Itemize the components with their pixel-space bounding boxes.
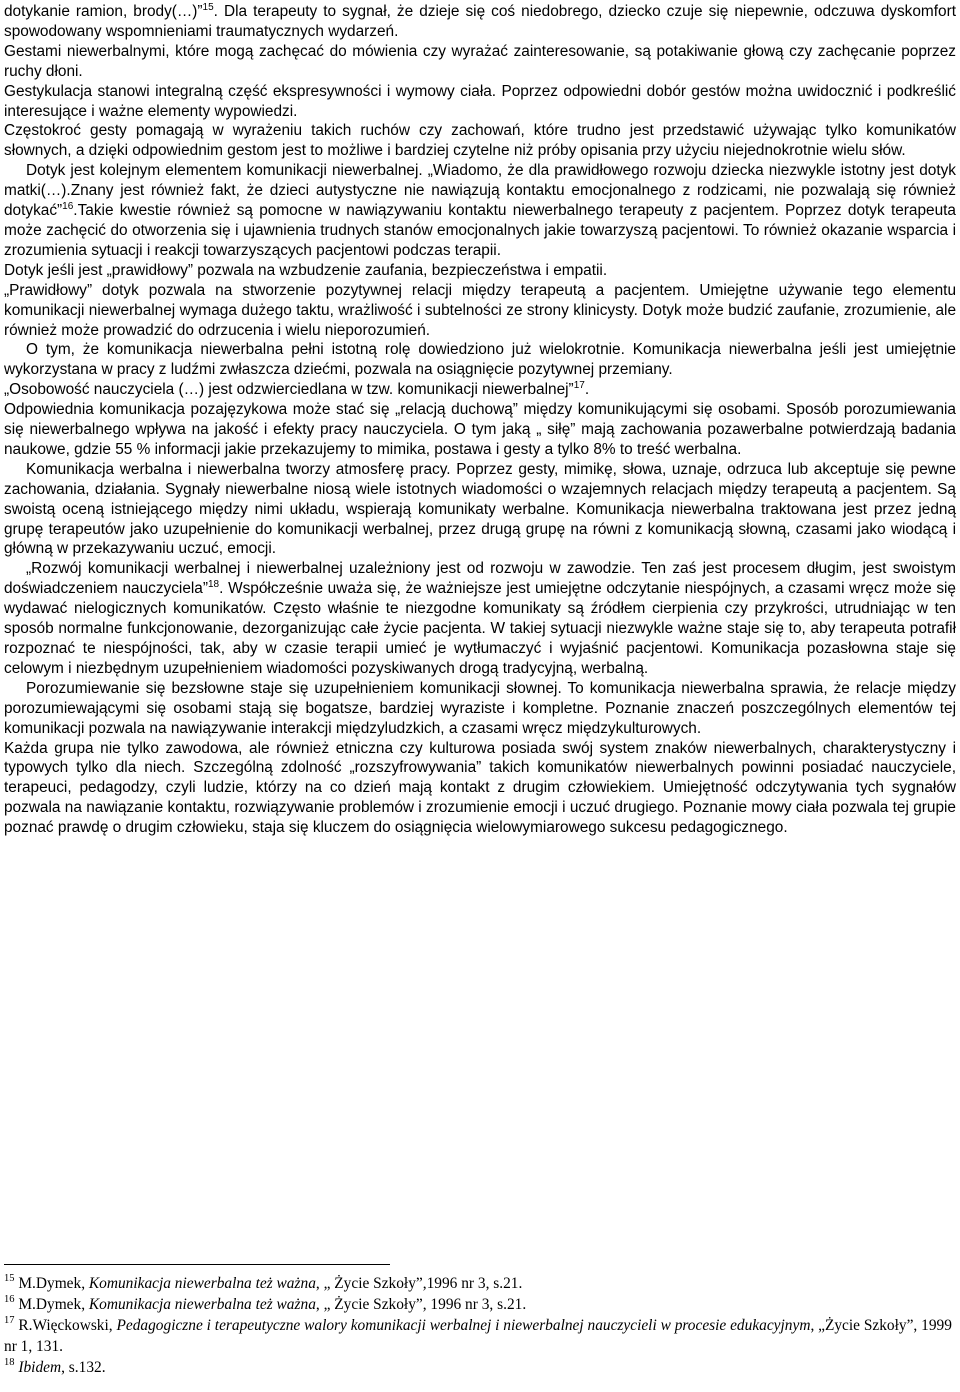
footnote-separator	[4, 1264, 390, 1265]
text-run: „Prawidłowy” dotyk pozwala na stworzenie pozytywnej relacji między terapeutą a pacjentem. Umiejętne używanie tego elementu komunikacji niewerbalnej wymaga dużego taktu, wrażliwość i subtelności ze strony klinicysty. Dotyk może budzić zaufanie, zrozumienie, ale również może prowadzić do odrzucenia i wielu nieporozumień.	[4, 281, 956, 339]
footnote-number: 18	[4, 1357, 15, 1368]
footnote-number: 17	[4, 1315, 15, 1326]
footnote	[4, 1315, 956, 1357]
footnote-list	[4, 1273, 956, 1378]
text-run: , „Życie Szkoły”, 1999 nr 1, 131.	[4, 1317, 952, 1355]
text-run: M.Dymek,	[14, 1275, 89, 1292]
text-run: dotykanie ramion, brody(…)”	[4, 3, 203, 20]
italic-text: Komunikacja niewerbalna też ważna	[88, 1296, 316, 1313]
paragraph	[4, 121, 956, 161]
footnote	[4, 1273, 956, 1294]
footnote-ref: 17	[573, 380, 585, 392]
text-run: R.Więckowski,	[14, 1317, 117, 1334]
italic-text: Komunikacja niewerbalna też ważna	[88, 1275, 316, 1292]
text-run: „Osobowość nauczyciela (…) jest odzwierciedlana w tzw. komunikacji niewerbalnej”	[4, 381, 574, 399]
italic-text: Pedagogiczne i terapeutyczne walory komunikacji werbalnej i niewerbalnej nauczycieli w procesie edukacyjnym	[116, 1317, 811, 1334]
text-run: Gestykulacja stanowi integralną część ekspresywności i wymowy ciała. Poprzez odpowiedni dobór gestów można uwidocznić i podkreślić interesujące i ważne elementy wypowiedzi.	[4, 82, 956, 120]
paragraph	[4, 42, 956, 82]
text-run: Odpowiednia komunikacja pozajęzykowa może stać się „relacją duchową” między komunikującymi się osobami. Sposób porozumiewania się niewerbalnego wpływa na jakość i efekty pracy nauczyciela. O tym jaką „ siłę” mają zachowania pozawerbalne potwierdzają badania naukowe, gdzie 55 % informacji jakie przekazujemy to mimika, postawa i gesty a tylko 8% to treść werbalna.	[4, 401, 956, 458]
footnote-ref: 16	[62, 201, 74, 213]
text-run: Porozumiewanie się bezsłowne staje się uzupełnieniem komunikacji słownej. To komunikacja niewerbalna sprawia, że relacje między porozumiewającymi się osobami stają się bogatsze, bardziej wyraziste i kompletne. Poznanie znaczeń poszczególnych elementów tej komunikacji pozwala na nawiązywanie interakcji międzyludzkich, a czasami wręcz międzykulturowych.	[4, 679, 956, 737]
text-run: , „ Życie Szkoły”, 1996 nr 3, s.21.	[315, 1296, 527, 1313]
paragraph	[4, 400, 956, 460]
paragraph	[4, 82, 956, 122]
footnotes-section	[4, 1264, 956, 1378]
body-text	[4, 0, 956, 838]
footnote-number: 16	[4, 1294, 15, 1305]
paragraph	[4, 380, 956, 400]
paragraph	[4, 340, 956, 380]
document-page	[4, 0, 956, 1392]
italic-text: Ibidem	[18, 1359, 62, 1376]
footnote	[4, 1294, 956, 1315]
footnote-ref: 18	[208, 579, 220, 591]
text-run: O tym, że komunikacja niewerbalna pełni istotną rolę dowiedziono już wielokrotnie. Komunikacja niewerbalna jeśli jest umiejętnie wykorzystana w pracy z ludźmi zwłaszcza dziećmi, pozwala na osiągnięcie pozytywnej przemiany.	[4, 341, 956, 379]
paragraph	[4, 2, 956, 42]
paragraph	[4, 679, 956, 739]
text-run: Dotyk jest kolejnym elementem komunikacji niewerbalnej. „Wiadomo, że dla prawidłowego rozwoju dziecka niezwykle istotny jest dotyk matki(…).Znany jest również fakt, że dzieci autystyczne nie nawiązują kontaktu emocjonalnego z rodzicami, nie pozwalają się również dotykać”	[4, 162, 956, 220]
footnote	[4, 1357, 956, 1378]
text-run: M.Dymek,	[14, 1296, 89, 1313]
text-run: „Rozwój komunikacji werbalnej i niewerbalnej uzależniony jest od rozwoju w zawodzie. Ten zaś jest procesem długim, jest swoistym doświadczeniem nauczyciela”	[4, 560, 956, 598]
text-run: , s.132.	[61, 1359, 106, 1376]
text-run: Komunikacja werbalna i niewerbalna tworzy atmosferę pracy. Poprzez gesty, mimikę, słowa, uznaje, odrzuca lub akceptuje się pewne zachowania, działania. Sygnały niewerbalne niosą wiele istotnych wiadomości o wzajemnych relacjach między terapeutą a pacjentem. Są swoistą oceną istniejącego między nimi układu, wspierają komunikaty werbalne. Komunikacja niewerbalna traktowana jest przez jedną grupę terapeutów jako uzupełnienie do komunikacji werbalnej, przez drugą grupę na równi z komunikacją słowną, czasami jako wiodącą i główną w przekazywaniu uczuć, emocji.	[4, 460, 956, 558]
text-run: .Takie kwestie również są pomocne w nawiązywaniu kontaktu niewerbalnego terapeuty z pacjentem. Poprzez dotyk terapeuta może zachęcić do otworzenia się i ujawnienia trudnych stanów emocjonalnych jakie towarzyszą pacjentowi. To również okazanie wsparcia i zrozumienia sytuacji i reakcji towarzyszących pacjentowi podczas terapii.	[4, 202, 956, 259]
text-run: Częstokroć gesty pomagają w wyrażeniu takich ruchów czy zachowań, które trudno jest przedstawić używając tylko komunikatów słownych, a dzięki odpowiednim gestom jest to możliwe i bardziej czytelne niż próby opisania przy użyciu niejednokrotnie wielu słów.	[4, 122, 956, 160]
text-run: . Współcześnie uważa się, że ważniejsze jest umiejętne odczytanie niespójnych, a czasami wręcz może się wydawać nielogicznych komunikatów. Często właśnie te niezgodne komunikaty są źródłem cierpienia czy przykrości, utrudniając w ten sposób normalne funkcjonowanie, dezorganizując całe życie pacjenta. W takiej sytuacji niezwykle ważne staje się to, aby terapeuta potrafił rozpoznać te niespójności, tak, aby w czasie terapii umieć je wytłumaczyć i wyjaśnić pacjentowi. Komunikacja pozasłowna staje się celowym i niezbędnym uzupełnieniem wiadomości pozyskiwanych drogą tradycyjną, werbalną.	[4, 580, 956, 677]
text-run: Dotyk jeśli jest „prawidłowy” pozwala na wzbudzenie zaufania, bezpieczeństwa i empatii.	[4, 261, 608, 279]
text-run: .	[584, 381, 590, 399]
footnote-ref: 15	[202, 2, 214, 13]
text-run: Każda grupa nie tylko zawodowa, ale również etniczna czy kulturowa posiada swój system znaków niewerbalnych, charakterystyczny i typowych tylko dla niech. Szczególną zdolność „rozszyfrowywania” takich komunikatów niewerbalnych powinni posiadać nauczyciele, terapeuci, pedagodzy, czyli ludzie, którzy na co dzień mają kontakt z drugim człowiekiem. Umiejętność odczytywania tych sygnałów pozwala na nawiązanie kontaktu, rozwiązywanie problemów i zrozumienie emocji i uczuć drugiego. Poznanie mowy ciała pozwala tej grupie poznać prawdę o drugim człowieku, staja się kluczem do osiągnięcia wielowymiarowego sukcesu pedagogicznego.	[4, 739, 956, 837]
text-run: , „ Życie Szkoły”,1996 nr 3, s.21.	[315, 1275, 523, 1292]
footnote-number: 15	[4, 1273, 15, 1284]
paragraph	[4, 559, 956, 678]
paragraph	[4, 739, 956, 839]
paragraph	[4, 161, 956, 261]
text-run: . Dla terapeuty to sygnał, że dzieje się coś niedobrego, dziecko czuje się niepewnie, odczuwa dyskomfort spowodowany wspomnieniami traumatycznych wydarzeń.	[4, 3, 956, 40]
paragraph	[4, 261, 956, 281]
paragraph	[4, 281, 956, 341]
text-run: Gestami niewerbalnymi, które mogą zachęcać do mówienia czy wyrażać zainteresowanie, są potakiwanie głową czy zachęcanie poprzez ruchy dłoni.	[4, 42, 956, 80]
paragraph	[4, 460, 956, 560]
